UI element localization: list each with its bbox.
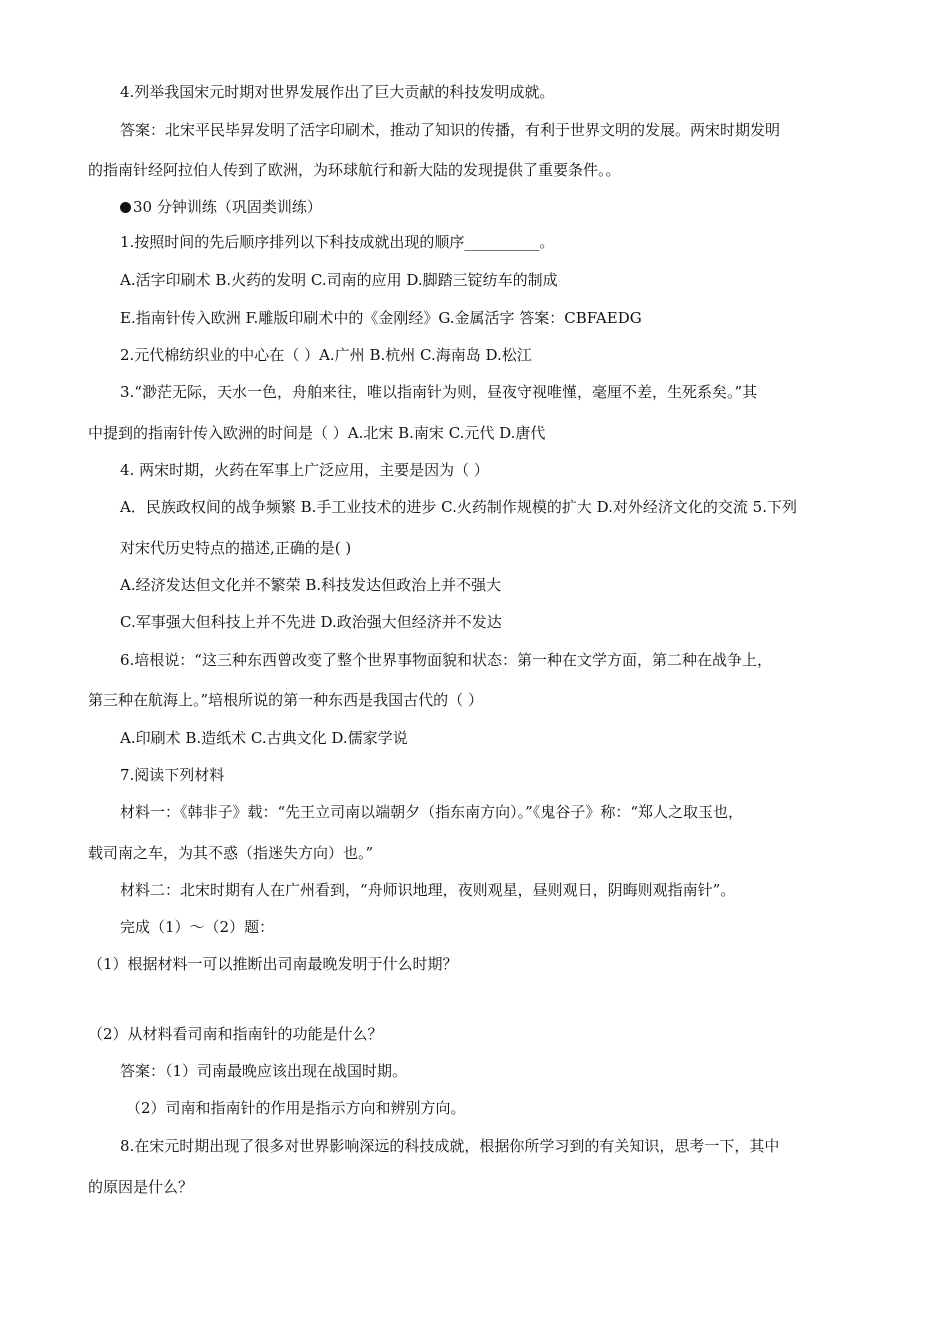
q7-instruction: 完成（1）～（2）题： <box>120 918 275 936</box>
q4-answer-line1: 答案：北宋平民毕昇发明了活字印刷术，推动了知识的传播，有利于世界文明的发展。两宋时期发明 <box>120 121 781 139</box>
q3-question-line1: 3.“渺茫无际，天水一色，舟舶来往，唯以指南针为则，昼夜守视唯慬，毫厘不差，生死系矣。”其 <box>120 383 758 401</box>
q6-options: A.印刷术 B.造纸术 C.古典文化 D.儒家学说 <box>120 729 408 747</box>
section-heading <box>120 197 322 217</box>
q1-options-line1: A.活字印刷术 B.火药的发明 C.司南的应用 D.脚踏三锭纺车的制成 <box>120 271 558 289</box>
q1-question: 1.按照时间的先后顺序排列以下科技成就出现的顺序__________。 <box>120 233 555 251</box>
q4b-question: 4. 两宋时期，火药在军事上广泛应用，主要是因为（ ） <box>120 461 489 479</box>
q7-question: 7.阅读下列材料 <box>120 766 225 784</box>
q7-sub1: （1）根据材料一可以推断出司南最晚发明于什么时期？ <box>88 955 458 973</box>
q6-question-line2: 第三种在航海上。”培根所说的第一种东西是我国古代的（ ） <box>88 691 483 709</box>
q2-question: 2.元代棉纺织业的中心在（ ）A.广州 B.杭州 C.海南岛 D.松江 <box>120 346 532 364</box>
q7-sub2: （2）从材料看司南和指南针的功能是什么？ <box>88 1025 383 1043</box>
q7-material2: 材料二：北宋时期有人在广州看到，“舟师识地理，夜则观星，昼则观日，阴晦则观指南针”。 <box>120 881 736 899</box>
q8-question-line1: 8.在宋元时期出现了很多对世界影响深远的科技成就，根据你所学习到的有关知识，思考一下，其中 <box>120 1137 780 1155</box>
q7-answer2: （2）司南和指南针的作用是指示方向和辨别方向。 <box>126 1099 466 1117</box>
q1-options-line2: E.指南针传入欧洲 F.雕版印刷术中的《金刚经》G.金属活字 答案：CBFAEDG <box>120 309 642 327</box>
q5-options-line1: A.经济发达但文化并不繁荣 B.科技发达但政治上并不强大 <box>120 576 502 594</box>
q5-options-line2: C.军事强大但科技上并不先进 D.政治强大但经济并不发达 <box>120 613 502 631</box>
q7-material1-line2: 载司南之车，为其不惑（指迷失方向）也。” <box>88 844 374 862</box>
q6-question-line1: 6.培根说：“这三种东西曾改变了整个世界事物面貌和状态：第一种在文学方面，第二种在战争上， <box>120 651 772 669</box>
q7-material1-line1: 材料一：《韩非子》载：“先王立司南以端朝夕（指东南方向）。”《鬼谷子》称：“郑人之取玉也， <box>120 803 744 821</box>
q4b-options: A．民族政权间的战争频繁 B.手工业技术的进步 C.火药制作规模的扩大 D.对外经济文化的交流 5.下列 <box>120 498 797 516</box>
bullet-icon <box>120 202 131 213</box>
q5-question: 对宋代历史特点的描述,正确的是( ) <box>120 539 352 557</box>
q7-answer1: 答案：（1）司南最晚应该出现在战国时期。 <box>120 1062 408 1080</box>
q4-question: 4.列举我国宋元时期对世界发展作出了巨大贡献的科技发明成就。 <box>120 83 555 101</box>
q4-answer-line2: 的指南针经阿拉伯人传到了欧洲，为环球航行和新大陆的发现提供了重要条件。。 <box>88 161 621 179</box>
section-heading-text: 30 分钟训练（巩固类训练） <box>133 198 322 216</box>
q8-question-line2: 的原因是什么？ <box>88 1178 194 1196</box>
q3-question-line2: 中提到的指南针传入欧洲的时间是（ ）A.北宋 B.南宋 C.元代 D.唐代 <box>88 424 546 442</box>
